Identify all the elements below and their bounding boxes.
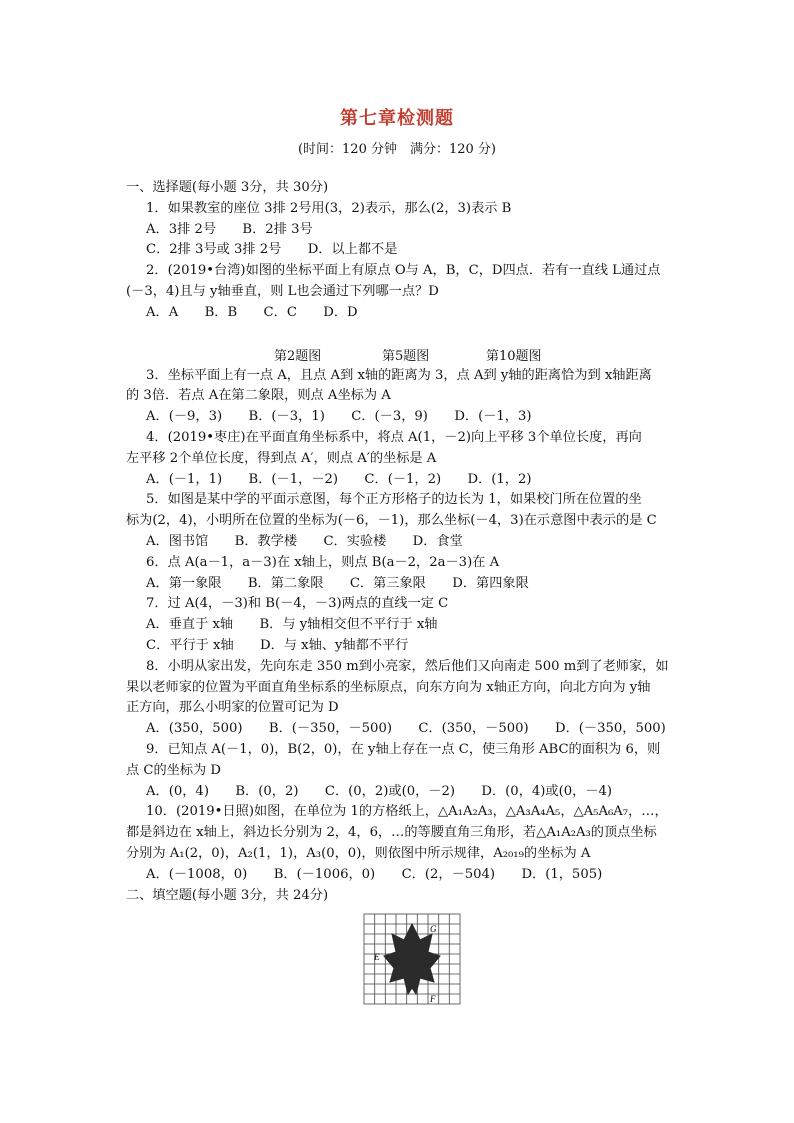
question-2 xyxy=(126,261,686,323)
question-8 xyxy=(126,657,686,740)
question-stem: 都是斜边在 x轴上，斜边长分别为 2，4，6，…的等腰直角三角形，若△A₁A₂A₃的顶点坐标 xyxy=(126,825,657,841)
figure-caption-q2: 第2题图 xyxy=(274,349,322,364)
question-options: A．(－1，1) B．(－1，－2) C．(－1，2) D．(1，2) xyxy=(146,471,532,487)
question-stem: 6．点 A(a－1，a－3)在 x轴上，则点 B(a－2，2a－3)在 A xyxy=(146,554,500,570)
question-stem: 2．(2019•台湾)如图的坐标平面上有原点 O与 A，B，C，D四点．若有一直线 L通过点 xyxy=(146,263,661,279)
maple-leaf-shape xyxy=(384,924,440,994)
question-stem: (－3，4)且与 y轴垂直，则 L也会通过下列哪一点？D xyxy=(126,283,439,299)
question-stem: 的 3倍．若点 A在第二象限，则点 A坐标为 A xyxy=(126,388,391,404)
question-stem: 9．已知点 A(－1，0)，B(2，0)，在 y轴上存在一点 C，使三角形 ABC的面积为 6，则 xyxy=(146,741,661,757)
question-3 xyxy=(126,366,686,428)
question-stem: 10．(2019•日照)如图，在单位为 1的方格纸上，△A₁A₂A₃，△A₃A₄A₅，△A₅A₆A₇，…， xyxy=(146,804,668,820)
question-options: A．第一象限 B．第二象限 C．第三象限 D．第四象限 xyxy=(146,575,529,591)
question-7 xyxy=(146,594,686,656)
leaf-grid-svg xyxy=(362,912,466,1010)
page-title: 第七章检测题 xyxy=(340,108,454,129)
question-stem: 1．如果教室的座位 3排 2号用(3，2)表示，那么(2，3)表示 B xyxy=(146,200,512,216)
question-options: C．平行于 x轴 D．与 x轴、y轴都不平行 xyxy=(146,637,409,653)
question-options: A．(0，4) B．(0，2) C．(0，2)或(0，－2) D．(0，4)或(0，－4) xyxy=(146,783,613,799)
question-stem: 5．如图是某中学的平面示意图，每个正方形格子的边长为 1，如果校门所在位置的坐 xyxy=(146,492,642,508)
question-6 xyxy=(146,553,686,595)
question-stem: 分别为 A₁(2，0)，A₂(1，1)，A₃(0，0)，则依图中所示规律，A₂₀₁₉的坐标为 A xyxy=(126,845,591,861)
question-10 xyxy=(126,802,686,885)
leaf-grid-figure xyxy=(362,912,466,1014)
question-stem: 正方向，那么小明家的位置可记为 D xyxy=(126,700,339,716)
question-options: A．(350，500) B．(－350，－500) C．(350，－500) D．(－350，500) xyxy=(146,721,666,737)
question-stem: 8．小明从家出发，先向东走 350 m到小亮家，然后他们又向南走 500 m到了老师家，如 xyxy=(146,658,669,674)
section-heading-fill: 二、填空题(每小题 3分，共 24分) xyxy=(126,887,329,903)
question-options: A．3排 2号 B．2排 3号 xyxy=(146,221,313,237)
point-label-g: G xyxy=(430,924,437,934)
figure-caption-q10: 第10题图 xyxy=(486,349,542,364)
point-label-e: E xyxy=(374,952,380,962)
question-options: C．2排 3号或 3排 2号 D．以上都不是 xyxy=(146,242,398,258)
question-content xyxy=(126,178,686,906)
question-options: A．(－1008，0) B．(－1006，0) C．(2，－504) D．(1，505) xyxy=(146,866,603,882)
question-5 xyxy=(126,490,686,552)
question-options: A．A B．B C．C D．D xyxy=(146,304,358,320)
question-options: A．(－9，3) B．(－3，1) C．(－3，9) D．(－1，3) xyxy=(146,409,532,425)
exam-info: (时间：120 分钟 满分：120 分) xyxy=(297,142,497,157)
figure-caption-q5: 第5题图 xyxy=(382,349,430,364)
question-9 xyxy=(126,740,686,802)
question-stem: 7．过 A(4，－3)和 B(－4，－3)两点的直线一定 C xyxy=(146,596,449,612)
question-stem: 标为(2，4)，小明所在位置的坐标为(－6，－1)，那么坐标(－4，3)在示意图中表示的是 C xyxy=(126,513,657,529)
question-stem: 左平移 2个单位长度，得到点 A′，则点 A′的坐标是 A xyxy=(126,450,437,466)
question-stem: 3．坐标平面上有一点 A，且点 A到 x轴的距离为 3，点 A到 y轴的距离恰为到 x轴距离 xyxy=(146,367,652,383)
question-stem: 4．(2019•枣庄)在平面直角坐标系中，将点 A(1，－2)向上平移 3个单位长度，再向 xyxy=(146,429,642,445)
section-heading-choice: 一、选择题(每小题 3分，共 30分) xyxy=(126,180,329,195)
question-options: A．垂直于 x轴 B．与 y轴相交但不平行于 x轴 xyxy=(146,617,438,633)
question-stem: 果以老师家的位置为平面直角坐标系的坐标原点，向东方向为 x轴正方向，向北方向为 y轴 xyxy=(126,679,651,695)
question-options: A．图书馆 B．教学楼 C．实验楼 D．食堂 xyxy=(146,533,463,549)
question-stem: 点 C的坐标为 D xyxy=(126,762,221,778)
question-1 xyxy=(146,199,686,261)
point-label-f: F xyxy=(430,994,436,1004)
question-4 xyxy=(126,428,686,490)
